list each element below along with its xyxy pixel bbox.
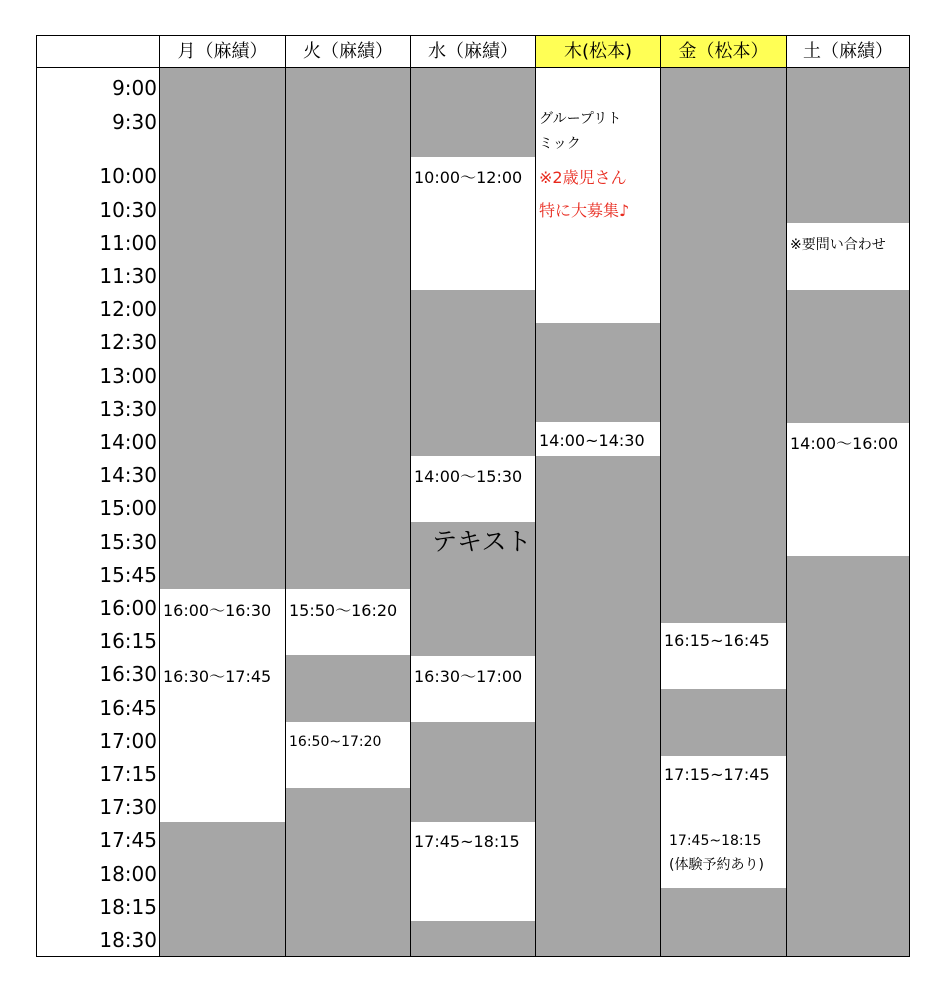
column-wednesday [411, 68, 536, 956]
header-thursday: 木(松本) [536, 36, 661, 68]
slot-note: ※要問い合わせ [790, 237, 886, 253]
column-friday [661, 68, 787, 956]
header-tuesday: 火（麻績） [286, 36, 411, 68]
slot-note: 特に大募集♪ [539, 201, 630, 220]
slot-label: 16:30〜17:45 [163, 667, 272, 686]
slot-label: ミック [539, 136, 581, 152]
time-label: 16:15 [99, 629, 157, 653]
header-corner [37, 36, 160, 68]
column-thursday [536, 68, 661, 956]
slot-label: 16:00〜16:30 [163, 601, 272, 620]
time-label: 12:00 [99, 297, 157, 321]
time-label: 14:00 [99, 430, 157, 454]
header-monday: 月（麻績） [160, 36, 286, 68]
time-label: 17:45 [99, 828, 157, 852]
slot-label: グループリト [539, 111, 622, 127]
time-label: 17:30 [99, 795, 157, 819]
schedule-table [36, 35, 910, 957]
open-slot [160, 589, 285, 822]
header-saturday: 土（麻績） [787, 36, 909, 68]
open-slot [286, 722, 410, 788]
time-label: 10:30 [99, 198, 157, 222]
time-label: 16:00 [99, 596, 157, 620]
time-label: 10:00 [99, 164, 157, 188]
time-label: 16:30 [99, 662, 157, 686]
time-label: 11:30 [99, 264, 157, 288]
time-column [37, 68, 160, 956]
slot-label: 10:00〜12:00 [414, 168, 523, 187]
slot-label: (体験予約あり) [669, 857, 764, 873]
time-label: 15:00 [99, 496, 157, 520]
time-label: 17:15 [99, 762, 157, 786]
slot-note: ※2歳児さん [539, 168, 627, 187]
time-label: 11:00 [99, 231, 157, 255]
slot-label: 17:15~17:45 [664, 765, 770, 784]
slot-label: 17:45~18:15 [414, 832, 520, 851]
time-label: 9:30 [112, 110, 157, 134]
time-label: 18:30 [99, 928, 157, 952]
time-label: 9:00 [112, 76, 157, 100]
time-label: 13:00 [99, 364, 157, 388]
slot-label: 16:30〜17:00 [414, 667, 523, 686]
time-label: 15:45 [99, 563, 157, 587]
column-saturday [787, 68, 909, 956]
slot-label: 14:00〜15:30 [414, 467, 523, 486]
time-label: 18:15 [99, 895, 157, 919]
header-wednesday: 水（麻績） [411, 36, 536, 68]
time-label: 17:00 [99, 729, 157, 753]
slot-label: 14:00~14:30 [539, 431, 645, 450]
slot-label: 17:45~18:15 [669, 833, 762, 849]
slot-label: 14:00〜16:00 [790, 434, 899, 453]
time-label: 13:30 [99, 397, 157, 421]
open-slot [536, 68, 660, 323]
slot-label: 16:15~16:45 [664, 631, 770, 650]
column-monday [160, 68, 286, 956]
slot-label: 16:50~17:20 [289, 734, 382, 750]
time-label: 15:30 [99, 530, 157, 554]
time-label: 14:30 [99, 463, 157, 487]
time-label: 16:45 [99, 696, 157, 720]
column-tuesday [286, 68, 411, 956]
slot-label: 15:50〜16:20 [289, 601, 398, 620]
header-friday: 金（松本） [661, 36, 787, 68]
time-label: 12:30 [99, 330, 157, 354]
overlay-text: テキスト [432, 527, 532, 556]
time-label: 18:00 [99, 862, 157, 886]
